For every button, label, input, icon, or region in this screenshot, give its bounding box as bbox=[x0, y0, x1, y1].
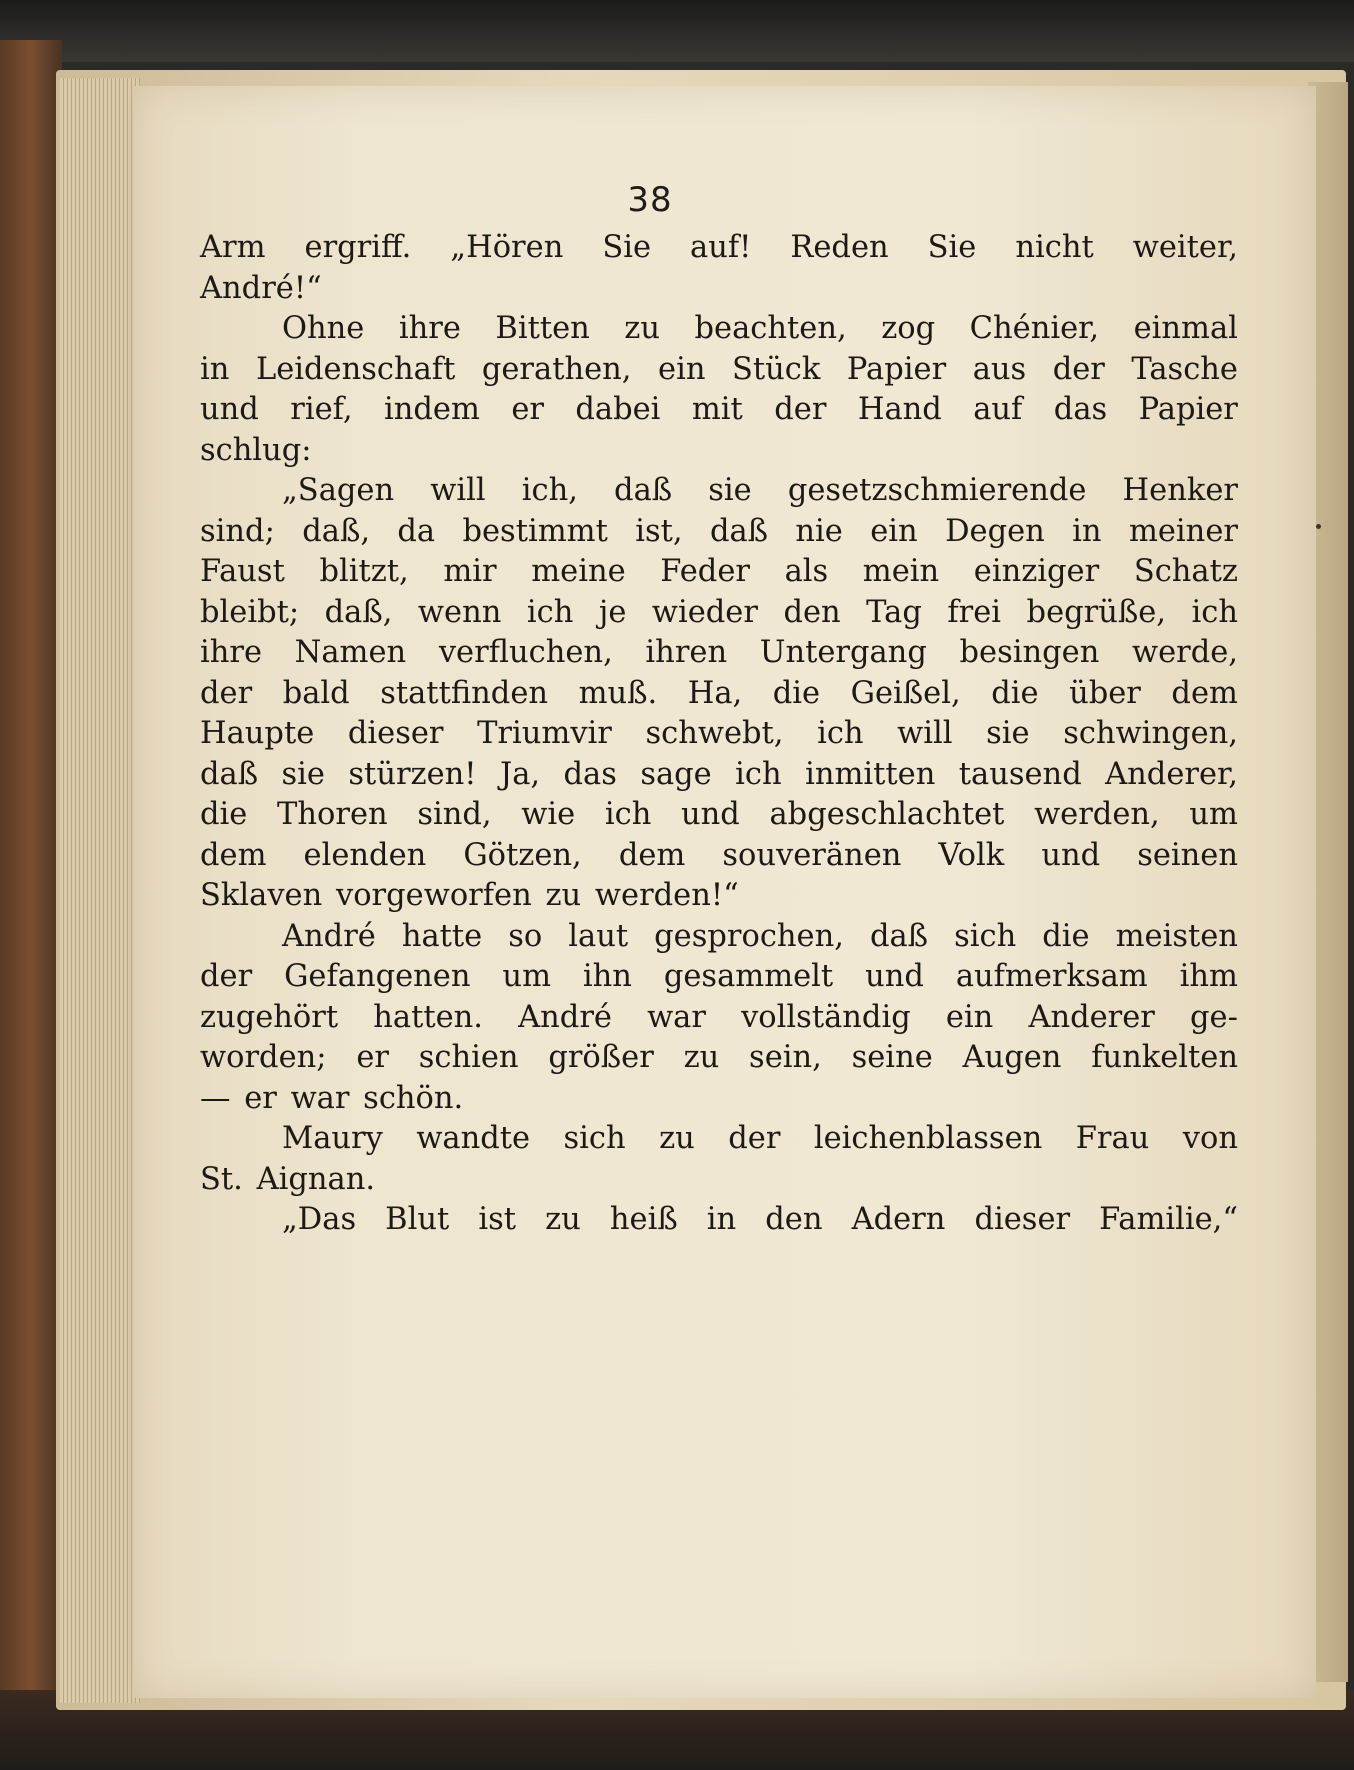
text-line: schlug: bbox=[200, 432, 312, 468]
text-line: bleibt; daß, wenn ich je wieder den Tag frei begrüße, ich bbox=[200, 594, 1238, 630]
text-line: worden; er schien größer zu sein, seine Augen funkelten bbox=[200, 1040, 1238, 1075]
text-line: Haupte dieser Triumvir schwebt, ich will sie schwingen, bbox=[200, 716, 1238, 751]
text-line: der bald stattfinden muß. Ha, die Geißel, die über dem bbox=[200, 675, 1238, 711]
cover-top-edge bbox=[0, 0, 1354, 62]
text-line: Arm ergriff. „Hören Sie auf! Reden Sie nicht weiter, bbox=[200, 230, 1238, 265]
leather-spine bbox=[0, 40, 62, 1740]
text-line: „Sagen will ich, daß sie gesetzschmierende Henker bbox=[282, 473, 1238, 508]
text-line: daß sie stürzen! Ja, das sage ich inmitten tausend Anderer, bbox=[200, 756, 1238, 792]
text-line: sind; daß, da bestimmt ist, daß nie ein Degen in meiner bbox=[200, 513, 1238, 549]
text-line: — er war schön. bbox=[200, 1080, 464, 1116]
page-number: 38 bbox=[627, 180, 673, 220]
text-line: Maury wandte sich zu der leichenblassen Frau von bbox=[282, 1121, 1238, 1156]
text-line: dem elenden Götzen, dem souveränen Volk und seinen bbox=[200, 837, 1238, 873]
text-line: St. Aignan. bbox=[200, 1161, 376, 1197]
text-line: in Leidenschaft gerathen, ein Stück Papier aus der Tasche bbox=[200, 351, 1238, 387]
ink-dot bbox=[1316, 524, 1321, 529]
text-line: Ohne ihre Bitten zu beachten, zog Chénier, einmal bbox=[282, 311, 1238, 346]
text-line: der Gefangenen um ihn gesammelt und aufmerksam ihm bbox=[200, 959, 1238, 994]
body-text bbox=[200, 228, 1238, 1241]
text-line: „Das Blut ist zu heiß in den Adern dieser Familie,“ bbox=[282, 1202, 1238, 1237]
text-line: Sklaven vorgeworfen zu werden!“ bbox=[200, 878, 739, 913]
text-line: zugehört hatten. André war vollständig ein Anderer ge- bbox=[200, 999, 1238, 1035]
text-line: die Thoren sind, wie ich und abgeschlachtet werden, um bbox=[200, 797, 1238, 832]
text-line: und rief, indem er dabei mit der Hand auf das Papier bbox=[200, 392, 1238, 427]
text-line: ihre Namen verfluchen, ihren Untergang besingen werde, bbox=[200, 635, 1238, 670]
text-line: Faust blitzt, mir meine Feder als mein einziger Schatz bbox=[200, 554, 1238, 589]
text-line: André hatte so laut gesprochen, daß sich die meisten bbox=[282, 918, 1238, 954]
page-edges-left bbox=[60, 78, 140, 1703]
text-line: André!“ bbox=[200, 270, 322, 306]
